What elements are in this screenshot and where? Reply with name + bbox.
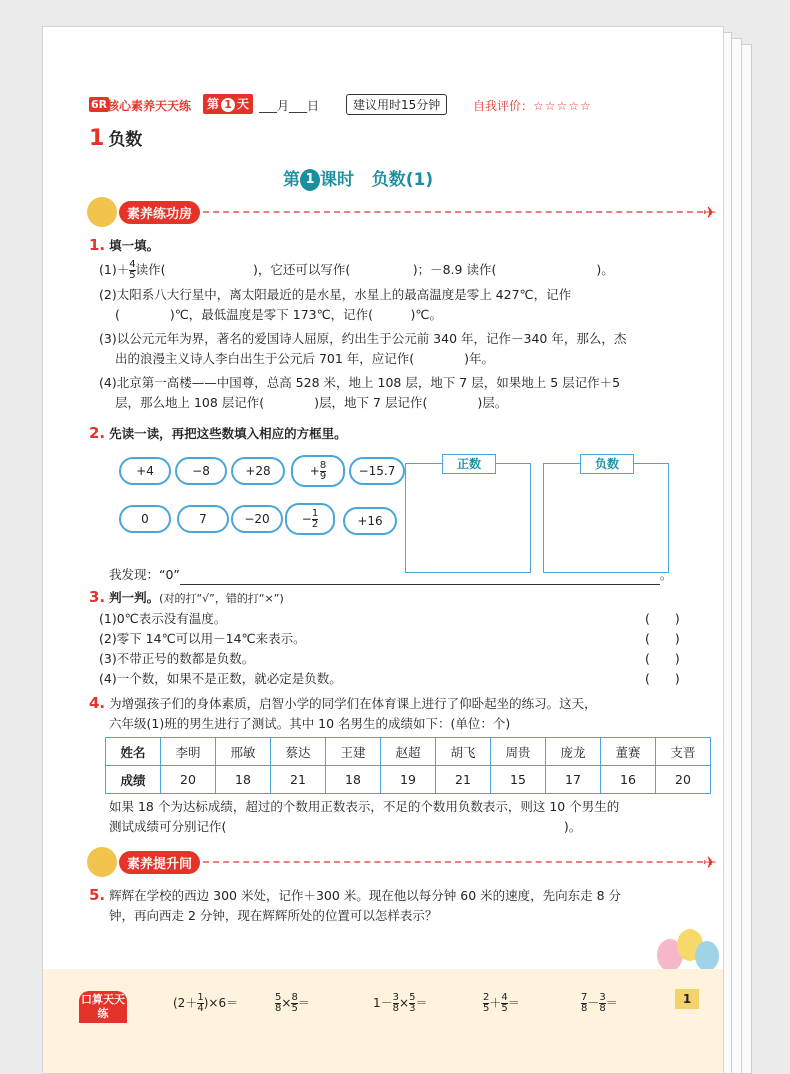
fraction-denominator: 8 [275, 1003, 282, 1014]
number-chip[interactable]: −20 [231, 505, 283, 533]
number-chip[interactable]: −8 [175, 457, 227, 485]
q1-title: 填一填。 [109, 238, 160, 253]
judge-item-3 [99, 649, 719, 669]
score-table [105, 737, 711, 794]
star-rating[interactable]: ☆☆☆☆☆ [533, 99, 592, 113]
judge-item-4-blank[interactable]: ( ) [645, 671, 680, 686]
fraction-numerator: 4 [501, 992, 508, 1003]
oral-equation-4[interactable] [483, 993, 520, 1014]
oral-equation-2[interactable] [275, 993, 310, 1014]
q1-item-1-prefix: (1)＋ [99, 262, 130, 277]
eq-operator: － [587, 996, 600, 1010]
judge-item-2-blank[interactable]: ( ) [645, 631, 680, 646]
fraction-denominator: 9 [319, 471, 327, 482]
q1-item-3b[interactable]: 出的浪漫主义诗人李白出生于公元后 701 年，应记作( )年。 [115, 351, 495, 366]
eq-operator: ＋ [489, 996, 502, 1010]
table-cell: 20 [656, 766, 711, 794]
q2-title: 先读一读，再把这些数填入相应的方框里。 [109, 426, 347, 441]
eq-equals: ＝ [297, 996, 310, 1010]
judge-item-2-text: (2)零下 14℃可以用－14℃来表示。 [99, 631, 306, 646]
fraction [312, 509, 318, 530]
fraction-numerator: 8 [291, 992, 298, 1003]
day-suffix: 天 [237, 97, 250, 111]
oral-practice-footer [43, 969, 723, 1073]
fraction-denominator: 8 [581, 1003, 588, 1014]
positive-box[interactable] [405, 457, 531, 573]
question-1 [89, 235, 719, 413]
balloon-icon [695, 941, 719, 971]
judge-item-1 [99, 609, 719, 629]
fraction-numerator: 3 [392, 992, 400, 1003]
q2-found-label: 我发现：“0” [109, 567, 180, 582]
table-header-name: 姓名 [106, 738, 161, 766]
table-cell: 17 [546, 766, 601, 794]
q4-text-3: 如果 18 个为达标成绩，超过的个数用正数表示，不足的个数用负数表示，则这 10 个男生的 [109, 799, 620, 814]
table-header-score: 成绩 [106, 766, 161, 794]
fraction-denominator: 5 [129, 270, 136, 281]
fraction [320, 461, 326, 482]
fraction-numerator: 3 [599, 992, 606, 1003]
table-cell: 胡飞 [436, 738, 491, 766]
table-row [106, 766, 711, 794]
q4-text-4[interactable]: 测试成绩可分别记作( )。 [109, 819, 582, 834]
table-cell: 18 [216, 766, 271, 794]
kid-mascot-icon [87, 197, 117, 227]
series-badge: 6R [91, 98, 108, 111]
table-cell: 19 [381, 766, 436, 794]
question-4 [89, 693, 719, 734]
series-title: 核心素养天天练 [107, 99, 192, 113]
self-eval-label: 自我评价： [473, 99, 534, 113]
sign: + [309, 464, 320, 478]
table-cell: 周贵 [491, 738, 546, 766]
question-3 [89, 587, 719, 689]
fraction-numerator: 1 [197, 992, 204, 1003]
table-cell: 王建 [326, 738, 381, 766]
section-improve-band [83, 847, 723, 877]
q2-found-end: 。 [659, 567, 673, 582]
suggested-time: 建议用时15分钟 [346, 94, 447, 115]
judge-item-2 [99, 629, 719, 649]
q4-text-2: 六年级(1)班的男生进行了测试。其中 10 名男生的成绩如下：(单位：个) [109, 716, 511, 731]
fraction-denominator: 5 [291, 1003, 298, 1014]
kid-mascot-icon [87, 847, 117, 877]
page-header [43, 93, 723, 119]
lesson-number: 1 [300, 169, 320, 191]
section-improve-label: 素养提升间 [119, 851, 200, 874]
number-chip[interactable]: +28 [231, 457, 285, 485]
paper-plane-icon: ✈ [703, 853, 717, 872]
judge-item-3-blank[interactable]: ( ) [645, 651, 680, 666]
q2-found-line [109, 565, 709, 585]
oral-equation-1[interactable] [173, 993, 238, 1014]
number-chip-fraction[interactable] [291, 455, 345, 487]
q5-text-2: 钟，再向西走 2 分钟，现在辉辉所处的位置可以怎样表示？ [109, 908, 438, 923]
lesson-suffix: 课时 [320, 170, 354, 190]
eq-equals: ＝ [605, 996, 618, 1010]
lesson-name: 负数(1) [371, 170, 434, 190]
fraction-numerator: 8 [319, 460, 327, 471]
q4-text-1: 为增强孩子们的身体素质，启智小学的同学们在体育课上进行了仰卧起坐的练习。这天， [109, 696, 597, 711]
fraction-denominator: 8 [599, 1003, 606, 1014]
judge-item-4-text: (4)一个数，如果不是正数，就必定是负数。 [99, 671, 342, 686]
fraction-numerator: 4 [129, 259, 136, 270]
number-chip[interactable]: 0 [119, 505, 171, 533]
answer-line[interactable] [180, 584, 660, 585]
q3-number: 3. [89, 588, 106, 606]
table-row [106, 738, 711, 766]
q1-item-3a: (3)以公元元年为界，著名的爱国诗人屈原，约出生于公元前 340 年，记作－340 年，那么，杰 [99, 331, 627, 346]
eq-part: 1－ [373, 996, 393, 1010]
q1-number: 1. [89, 236, 106, 254]
chapter-name: 负数 [108, 130, 143, 150]
fraction-numerator: 5 [275, 992, 282, 1003]
table-cell: 董赛 [601, 738, 656, 766]
fraction-denominator: 5 [501, 1003, 508, 1014]
worksheet-page [42, 26, 724, 1074]
table-cell: 蔡达 [271, 738, 326, 766]
number-chip[interactable]: +4 [119, 457, 171, 485]
eq-equals: ＝ [415, 996, 428, 1010]
chapter-number: 1 [89, 126, 105, 151]
eq-equals: ＝ [507, 996, 520, 1010]
question-2-heading [89, 423, 719, 444]
judge-item-1-text: (1)0℃表示没有温度。 [99, 611, 227, 626]
wave-divider [203, 211, 703, 213]
table-cell: 李明 [161, 738, 216, 766]
q2-number: 2. [89, 424, 106, 442]
fraction-numerator: 5 [409, 992, 416, 1003]
paper-plane-icon: ✈ [703, 203, 717, 222]
fraction-denominator: 4 [197, 1003, 204, 1014]
q1-item-2a: (2)太阳系八大行星中，离太阳最近的是水星，水星上的最高温度是零上 427℃，记作 [99, 287, 572, 302]
lesson-title [283, 165, 433, 191]
table-cell: 21 [271, 766, 326, 794]
table-cell: 赵超 [381, 738, 436, 766]
fraction-denominator: 8 [392, 1003, 400, 1014]
q3-title: 判一判。 [109, 590, 160, 605]
judge-item-3-text: (3)不带正号的数都是负数。 [99, 651, 255, 666]
eq-operator: × [399, 996, 410, 1010]
fraction-numerator: 7 [581, 992, 588, 1003]
oral-practice-label: 口算天天练 [79, 991, 127, 1023]
eq-operator: × [281, 996, 292, 1010]
q1-item-1-text[interactable]: 读作( )，它还可以写作( )；－8.9 读作( )。 [135, 262, 614, 277]
page-number: 1 [675, 989, 699, 1009]
eq-part: (2＋ [173, 996, 198, 1010]
number-chip[interactable]: +16 [343, 507, 397, 535]
q5-text-1: 辉辉在学校的西边 300 米处，记作＋300 米。现在他以每分钟 60 米的速度，先向东走 8 分 [109, 888, 622, 903]
number-chip[interactable]: −15.7 [349, 457, 405, 485]
q1-item-2b[interactable]: ( )℃，最低温度是零下 173℃，记作( )℃。 [115, 307, 442, 322]
lesson-prefix: 第 [283, 170, 300, 190]
table-cell: 21 [436, 766, 491, 794]
q1-item-1 [99, 260, 719, 281]
oral-equation-3[interactable] [373, 993, 427, 1014]
self-evaluation [473, 97, 592, 114]
number-chip[interactable]: 7 [177, 505, 229, 533]
day-prefix: 第 [207, 97, 220, 111]
fraction-denominator: 5 [483, 1003, 490, 1014]
negative-box-label: 负数 [580, 454, 634, 474]
day-badge [203, 94, 253, 114]
eq-part: )×6＝ [203, 996, 239, 1010]
q1-item-4b[interactable]: 层，那么地上 108 层记作( )层，地下 7 层记作( )层。 [115, 395, 508, 410]
positive-box-label: 正数 [442, 454, 496, 474]
number-chip-fraction[interactable] [285, 503, 335, 535]
negative-box[interactable] [543, 457, 669, 573]
oral-equation-5[interactable] [581, 993, 618, 1014]
table-cell: 15 [491, 766, 546, 794]
table-cell: 18 [326, 766, 381, 794]
fraction-denominator: 2 [311, 519, 319, 530]
day-number: 1 [221, 98, 235, 112]
table-cell: 邢敏 [216, 738, 271, 766]
q1-item-4a: (4)北京第一高楼——中国尊，总高 528 米，地上 108 层，地下 7 层，如果地上 5 层记作＋5 [99, 375, 621, 390]
fraction-denominator: 3 [409, 1003, 416, 1014]
judge-item-4 [99, 669, 719, 689]
q5-number: 5. [89, 886, 106, 904]
q4-number: 4. [89, 694, 106, 712]
table-cell: 20 [161, 766, 216, 794]
q3-hint: (对的打“√”，错的打“×”) [159, 592, 284, 605]
table-cell: 支晋 [656, 738, 711, 766]
table-cell: 庞龙 [546, 738, 601, 766]
table-cell: 16 [601, 766, 656, 794]
sign: − [301, 512, 312, 526]
section-practice-band [83, 197, 723, 227]
chapter-title [89, 125, 142, 151]
fraction-numerator: 2 [483, 992, 490, 1003]
fraction-numerator: 1 [311, 508, 319, 519]
wave-divider [203, 861, 703, 863]
judge-item-1-blank[interactable]: ( ) [645, 611, 680, 626]
question-5 [89, 885, 719, 926]
date-field[interactable]: ___月___日 [259, 99, 320, 113]
section-practice-label: 素养练功房 [119, 201, 200, 224]
q4-followup [109, 797, 719, 837]
